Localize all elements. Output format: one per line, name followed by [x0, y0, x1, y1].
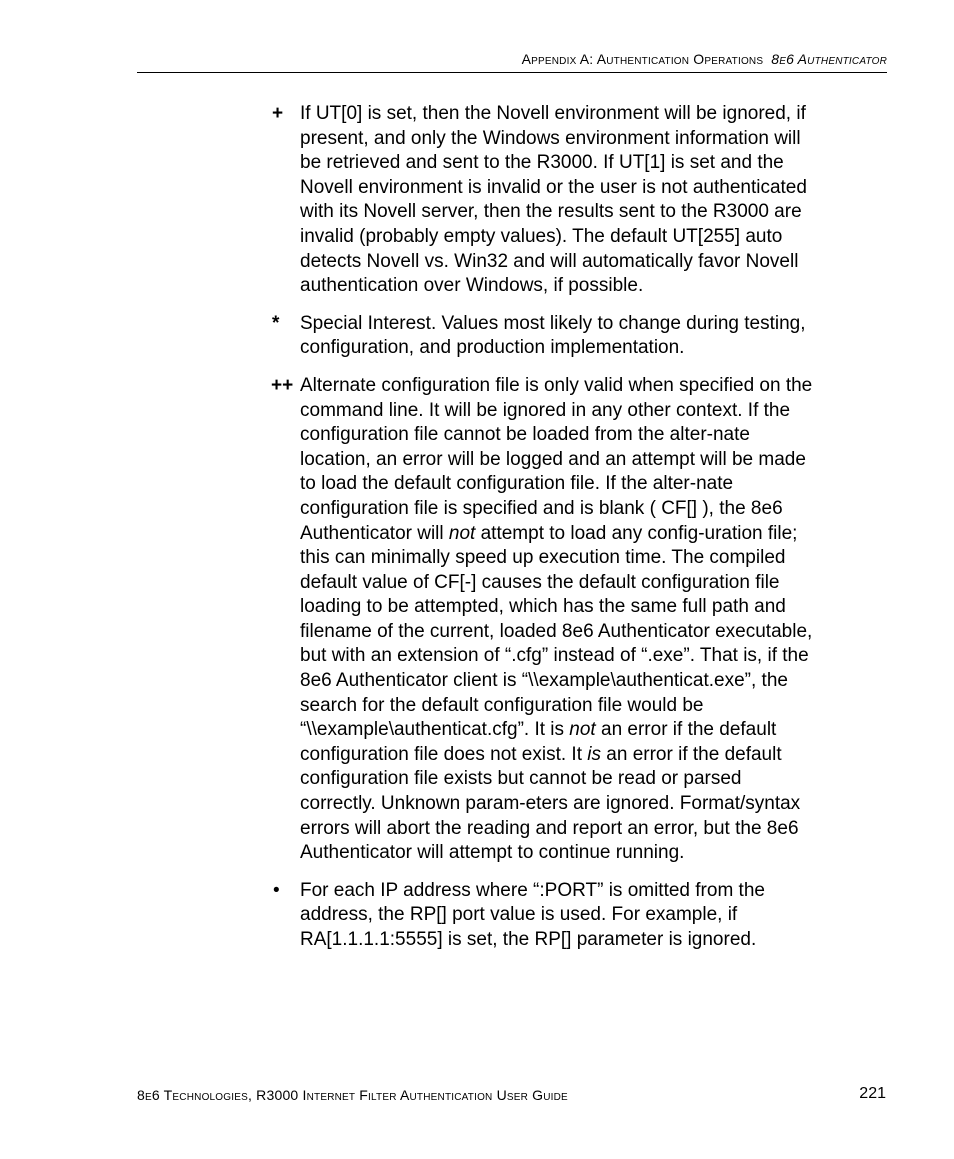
note-bullet [270, 879, 822, 953]
bullet-icon: • [273, 879, 280, 901]
running-header [137, 50, 887, 68]
note-text: If UT[0] is set, then the Novell environment will be ignored, if present, and only the Windows environment information will be retrieved and sent to the R3000. If UT[1] is set and the Novell environment is invalid or the user is not authenticated with its Novell server, then the results sent to the R3000 are invalid (probably empty values). The default UT[255] auto detects Novell vs. Win32 and will automatically favor Novell authentication over Windows, if possible. [300, 103, 807, 297]
note-text: For each IP address where “:PORT” is omitted from the address, the RP[] port value is used. For example, if RA[1.1.1.1:5555] is set, the RP[] parameter is ignored. [300, 879, 765, 950]
note-plus [270, 102, 822, 299]
notes-list [270, 102, 822, 966]
page-number: 221 [859, 1085, 886, 1102]
note-text-run: attempt to load any config-uration file; this can minimally speed up execution time. The compiled default value of CF[-] causes the default configuration file loading to be attempted, which has the same full path and filename of the current, loaded 8e6 Authenticator executable, but with an extension of “.cfg” instead of “.exe”. That is, if the 8e6 Authenticator client is “\\example\authenticat.exe”, the search for the default configuration file would be “\\example\authenticat.cfg”. It is [300, 522, 813, 741]
header-rule [137, 72, 887, 73]
emphasis-not: not [448, 522, 476, 544]
footer-doc-title: 8e6 Technologies, R3000 Internet Filter Authentication User Guide [137, 1087, 568, 1103]
note-marker: + [272, 103, 284, 124]
note-text-run: Alternate configuration file is only valid when specified on the command line. It will be ignored in any other context. If the configuration file cannot be loaded from the alter-nate location, an error will be logged and an attempt will be made to load the default configuration file. If the alter-nate configuration file is specified and is blank ( CF[] ), the 8e6 Authenticator will [300, 374, 813, 544]
note-double-plus [270, 374, 822, 866]
note-text [300, 375, 812, 863]
note-asterisk [270, 312, 822, 361]
note-text-run: an error if the default configuration file exists but cannot be read or parsed correctly. Unknown param-eters are ignored. Format/syntax errors will abort the reading and report an error, but the 8e6 Authenticator will attempt to continue running. [300, 743, 801, 864]
note-text: Special Interest. Values most likely to change during testing, configuration, and production implementation. [300, 312, 806, 359]
header-section-title: Appendix A: Authentication Operations [521, 51, 764, 67]
note-marker: ++ [271, 374, 294, 396]
note-marker: * [272, 312, 280, 334]
emphasis-is: is [587, 743, 602, 765]
header-product-name: 8e6 Authenticator [771, 51, 887, 67]
emphasis-not: not [569, 719, 596, 741]
note-text-run: an error if the default configuration file does not exist. It [300, 719, 777, 765]
